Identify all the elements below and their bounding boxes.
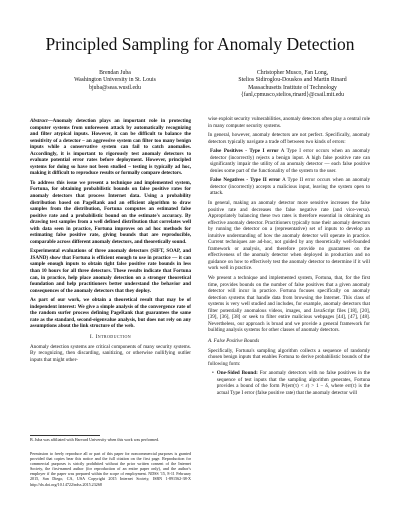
- abstract-label: Abstract: [30, 118, 48, 124]
- bullet-content: [217, 370, 370, 396]
- abstract: [30, 118, 191, 177]
- definition-text: A Type II error occurs when an anomaly detector (incorrectly) accepts a malicious input, leaving the system open to attack.: [210, 177, 370, 197]
- definition-false-positives: [208, 148, 370, 174]
- subsection-heading: A. False Positive Bounds: [208, 337, 260, 344]
- right-column: [208, 116, 370, 396]
- author-affiliation: Washington University in St. Louis: [74, 77, 156, 84]
- body-paragraph: In general, making an anomaly detector more sensitive increases the false positive rate and decreases the false negative rate (and vice-versa). Appropriately balancing these two rates is therefore essential in obtaining an effective anomaly detector. Practitioners typically tune their anomaly detectors by running the detector on a (representative) set of inputs to develop an intuitive understanding of how the anomaly detector will operate in practice. Current techniques are ad-hoc, not guided by any theoretically well-founded framework or analysis, and therefore provide no guarantees on the effectiveness of the anomaly detector when deployed in production and no guidance on how to effectively test the anomaly detector to determine if it will work well in practice.: [208, 200, 370, 272]
- author-email: bjuba@seas.wustl.edu: [89, 84, 141, 91]
- body-paragraph: We present a technique and implemented system, Fortuna, that, for the first time, provides bounds on the number of false positives that a given anomaly detector will incur in practice. Fortuna focuses specifically on anomaly detection systems that handle data from browsing the Internet. This class of systems is very well studied and includes, for example, anomaly detectors that filter potentially anomalous videos, images, and JavaScript files [18], [20], [39], [36], [38] or seek to filter entire malicious webpages [44], [47], [48]. Nevertheless, our approach is broad and we provide a general framework for building analysis systems for other classes of anomaly detectors.: [208, 275, 370, 334]
- body-paragraph: Specifically, Fortuna's sampling algorithm collects a sequence of randomly chosen benign inputs that enables Fortuna to derive probabilistic bounds of the following form:: [208, 347, 370, 367]
- abstract-text: —Anomaly detection plays an important role in protecting computer systems from unforeseen attack by automatically recognizing and filter atypical inputs. However, it can be difficult to balance the sensitivity of a detector – an aggressive system can filter too many benign inputs while a conservative system can fail to catch anomalies. Accordingly, it is important to rigorously test anomaly detectors to evaluate potential error rates before deployment. However, principled systems for doing so have not been studied – testing is typically ad hoc, making it difficult to reproduce results or formally compare detectors.: [30, 118, 191, 177]
- abstract-paragraph-4: As part of our work, we obtain a theoretical result that may be of independent interest: We give a simple analysis of the convergence rate of the random surfer process defining PageRank that guarantees the same rate as the standard, second-eigenvalue analysis, but does not rely on any assumptions about the link structure of the web.: [30, 297, 191, 330]
- footnote-copyright: Permission to freely reproduce all or part of this paper for noncommercial purposes is granted provided that copies bear this notice and the full citation on the first page. Reproduction for commercial purposes is strictly prohibited without the prior written consent of the Internet Society, the first-named author (for reproduction of an entire paper only), and the author's employer if the paper was prepared within the scope of employment. NDSS '15, 8-11 February 2015, San Diego, CA, USA Copyright 2015 Internet Society, ISBN 1-891562-38-X http://dx.doi.org/10.14722/ndss.2015.23268: [30, 451, 191, 487]
- abstract-paragraph-2: To address this issue we present a technique and implemented system, Fortuna, for obtaining probabilistic bounds on false positive rates for anomaly detectors that process Internet data. Using a probability distribution based on PageRank and an efficient algorithm to draw samples from the distribution, Fortuna computes an estimated false positive rate and a probabilistic bound on the estimate's accuracy. By drawing test samples from a well defined distribution that correlates well with data seen in practice, Fortuna improves on ad hoc methods for estimating false positive rate, giving bounds that are reproducible, comparable across different anomaly detectors, and theoretically sound.: [30, 179, 191, 245]
- section-heading-introduction: I. Introduction: [89, 333, 132, 340]
- author-block-right: [205, 70, 380, 100]
- author-email: {fanl,cpmusco,stelios,rinard}@csail.mit.edu: [240, 92, 345, 99]
- author-names-line1: Christopher Musco, Fan Long,: [256, 70, 329, 76]
- body-paragraph: wise exploit security vulnerabilities, anomaly detectors often play a central role in many computer security systems.: [208, 116, 370, 129]
- definition-term: False Negatives - Type II error: [210, 177, 281, 184]
- author-name: Brendan Juba: [99, 70, 131, 76]
- paper-title: Principled Sampling for Anomaly Detection: [45, 34, 355, 54]
- body-paragraph: In general, however, anomaly detectors are not perfect. Specifically, anomaly detectors typically navigate a trade off between two kinds of errors:: [208, 132, 370, 145]
- footnote-divider: [30, 435, 100, 436]
- definition-false-negatives: [208, 177, 370, 197]
- bullet-marker: •: [212, 370, 214, 377]
- intro-paragraph: Anomaly detection systems are critical components of many security systems. By recognizing, then discarding, sanitizing, or otherwise nullifying outlier inputs that might other-: [30, 343, 191, 363]
- footnote-affiliation: B. Juba was affiliated with Harvard University when this work was performed.: [30, 437, 160, 442]
- bullet-text: For anomaly detectors with no false positives in the sequence of test inputs that the sampling algorithm generates, Fortuna provides a bound of the form Pr(err(τ) < ε) > 1 − δ, where err(τ) is the actual Type I error (false positive rate) that the anomaly detector will: [216, 370, 370, 396]
- bullet-term: One-Sided Bound:: [216, 370, 258, 377]
- definition-text: A Type I error occurs when an anomaly detector (incorrectly) rejects a benign input. A high false positive rate can significantly impair the utility of an anomaly detector — each false positive denies some part of the functionality of the system to the user.: [210, 148, 370, 174]
- definition-term: False Positives - Type I error: [210, 148, 279, 155]
- author-block-left: [30, 70, 200, 92]
- abstract-paragraph-3: Experimental evaluations of three anomaly detectors (SIFT, SOAP, and JSAND) show that Fortuna is efficient enough to use in practice — it can sample enough inputs to obtain tight false positive rate bounds in less than 10 hours for all three detectors. These results indicate that Fortuna can, in practice, help place anomaly detection on a stronger theoretical foundation and help practitioners better understand the behavior and consequences of the anomaly detectors that they deploy.: [30, 248, 191, 294]
- bullet-item: [208, 370, 370, 396]
- author-affiliation: Massachusetts Institute of Technology: [248, 84, 337, 91]
- left-column: [30, 118, 191, 366]
- author-names-line2: Stelios Sidiroglou-Douskos and Martin Rinard: [238, 77, 347, 84]
